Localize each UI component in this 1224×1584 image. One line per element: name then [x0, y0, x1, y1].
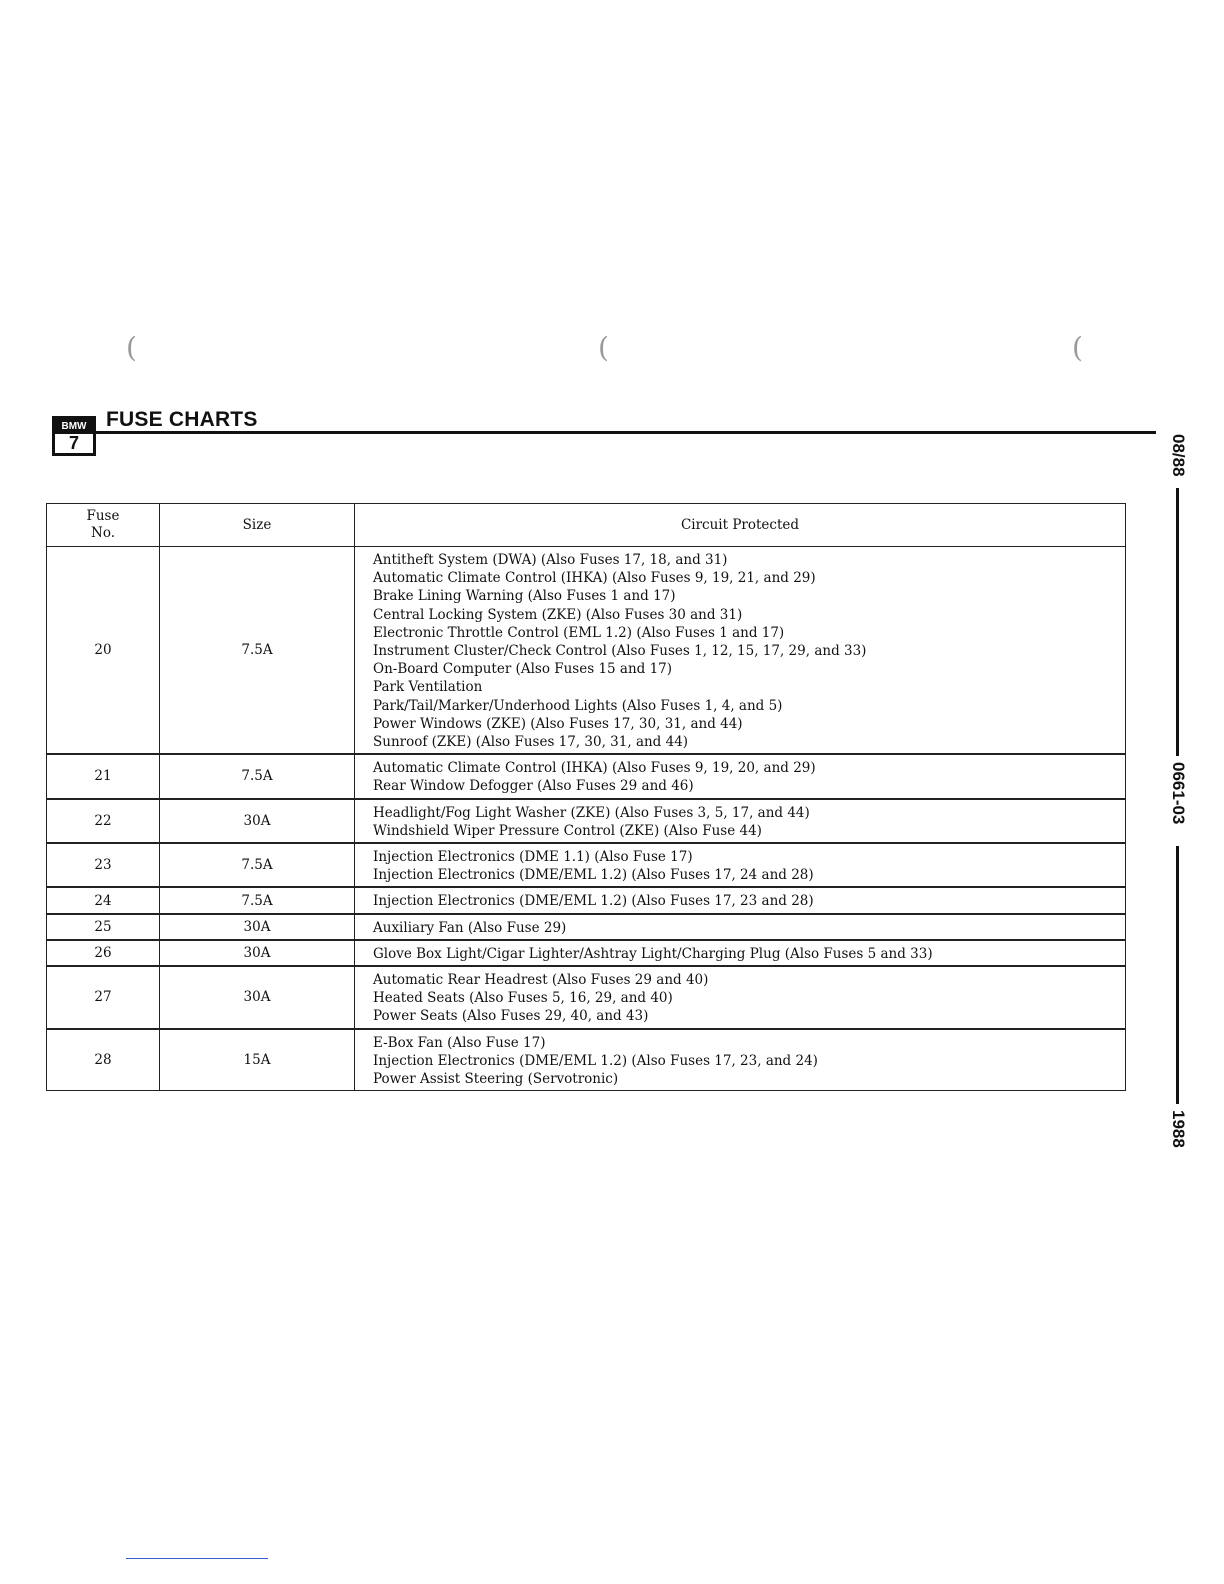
fuse-number-cell: 24 — [47, 887, 160, 913]
fuse-size-cell: 7.5A — [160, 843, 355, 887]
fuse-size-cell: 7.5A — [160, 887, 355, 913]
fuse-number-cell: 22 — [47, 799, 160, 843]
table-row — [47, 966, 1126, 1029]
circuit-line: Injection Electronics (DME/EML 1.2) (Also Fuses 17, 24 and 28) — [373, 867, 814, 884]
table-row — [47, 940, 1126, 966]
fuse-number-cell: 20 — [47, 547, 160, 755]
fuse-table-body — [47, 547, 1126, 1091]
fuse-size-cell: 30A — [160, 940, 355, 966]
circuit-protected-cell — [355, 799, 1126, 843]
fuse-size-cell: 7.5A — [160, 547, 355, 755]
fuse-number-cell: 23 — [47, 843, 160, 887]
circuit-line: Power Assist Steering (Servotronic) — [373, 1071, 619, 1088]
circuit-protected-cell — [355, 547, 1126, 755]
bottom-scan-line — [126, 1558, 268, 1559]
page-title: FUSE CHARTS — [106, 408, 258, 431]
table-row — [47, 887, 1126, 913]
circuit-line: Injection Electronics (DME 1.1) (Also Fuse 17) — [373, 849, 693, 866]
circuit-line: Injection Electronics (DME/EML 1.2) (Also Fuses 17, 23, and 24) — [373, 1052, 818, 1069]
table-header-row — [47, 504, 1126, 547]
scan-paren-right: ( — [1072, 331, 1083, 364]
bmw-7-logo — [52, 416, 96, 456]
table-row — [47, 843, 1126, 887]
circuit-protected-cell — [355, 940, 1126, 966]
circuit-protected-cell — [355, 966, 1126, 1029]
circuit-line: Glove Box Light/Cigar Lighter/Ashtray Light/Charging Plug (Also Fuses 5 and 33) — [373, 945, 933, 962]
circuit-line: Rear Window Defogger (Also Fuses 29 and 46) — [373, 778, 694, 795]
side-year-label: 1988 — [1169, 1110, 1188, 1148]
circuit-line: Power Seats (Also Fuses 29, 40, and 43) — [373, 1008, 649, 1025]
title-rule — [96, 431, 1156, 434]
circuit-protected-cell — [355, 754, 1126, 798]
circuit-line: Instrument Cluster/Check Control (Also Fuses 1, 12, 15, 17, 29, and 33) — [373, 643, 867, 660]
table-row — [47, 914, 1126, 940]
scan-paren-left: ( — [126, 331, 137, 364]
circuit-protected-cell — [355, 887, 1126, 913]
circuit-line: Park Ventilation — [373, 679, 483, 696]
side-date-label: 08/88 — [1169, 434, 1188, 477]
side-divider-lower — [1176, 846, 1179, 1104]
circuit-line: Antitheft System (DWA) (Also Fuses 17, 18, and 31) — [373, 552, 728, 568]
circuit-line: Auxiliary Fan (Also Fuse 29) — [373, 919, 567, 936]
circuit-line: Injection Electronics (DME/EML 1.2) (Also Fuses 17, 23 and 28) — [373, 893, 814, 910]
table-row — [47, 1029, 1126, 1091]
circuit-protected-cell — [355, 843, 1126, 887]
circuit-line: Brake Lining Warning (Also Fuses 1 and 17) — [373, 588, 676, 605]
fuse-number-cell: 21 — [47, 754, 160, 798]
fuse-number-cell: 27 — [47, 966, 160, 1029]
circuit-line: Heated Seats (Also Fuses 5, 16, 29, and 40) — [373, 990, 673, 1007]
table-row — [47, 754, 1126, 798]
circuit-line: Automatic Rear Headrest (Also Fuses 29 and 40) — [373, 972, 709, 989]
fuse-number-cell: 28 — [47, 1029, 160, 1091]
fuse-chart-table — [46, 503, 1126, 1091]
logo-brand-text: BMW — [55, 419, 93, 434]
fuse-size-cell: 30A — [160, 914, 355, 940]
header-fuse-no: Fuse No. — [47, 504, 160, 547]
side-code-label: 0661-03 — [1169, 762, 1188, 825]
circuit-protected-cell — [355, 914, 1126, 940]
circuit-line: Power Windows (ZKE) (Also Fuses 17, 30, 31, and 44) — [373, 715, 743, 732]
circuit-line: Electronic Throttle Control (EML 1.2) (Also Fuses 1 and 17) — [373, 624, 785, 641]
circuit-line: Automatic Climate Control (IHKA) (Also Fuses 9, 19, 20, and 29) — [373, 760, 816, 777]
fuse-size-cell: 15A — [160, 1029, 355, 1091]
table-row — [47, 799, 1126, 843]
circuit-line: On-Board Computer (Also Fuses 15 and 17) — [373, 661, 673, 678]
circuit-line: E-Box Fan (Also Fuse 17) — [373, 1034, 546, 1051]
circuit-line: Park/Tail/Marker/Underhood Lights (Also Fuses 1, 4, and 5) — [373, 697, 783, 714]
circuit-line: Windshield Wiper Pressure Control (ZKE) (Also Fuse 44) — [373, 822, 762, 839]
logo-series-number: 7 — [68, 433, 79, 453]
scan-paren-middle: ( — [598, 331, 609, 364]
circuit-line: Automatic Climate Control (IHKA) (Also Fuses 9, 19, 21, and 29) — [373, 570, 816, 587]
side-divider-upper — [1176, 488, 1179, 756]
circuit-line: Central Locking System (ZKE) (Also Fuses 30 and 31) — [373, 606, 743, 623]
header-size: Size — [160, 504, 355, 547]
circuit-line: Headlight/Fog Light Washer (ZKE) (Also Fuses 3, 5, 17, and 44) — [373, 804, 810, 821]
fuse-size-cell: 30A — [160, 966, 355, 1029]
fuse-size-cell: 30A — [160, 799, 355, 843]
table-row — [47, 547, 1126, 755]
fuse-size-cell: 7.5A — [160, 754, 355, 798]
circuit-protected-cell — [355, 1029, 1126, 1091]
fuse-number-cell: 25 — [47, 914, 160, 940]
circuit-line: Sunroof (ZKE) (Also Fuses 17, 30, 31, and 44) — [373, 734, 689, 751]
fuse-number-cell: 26 — [47, 940, 160, 966]
header-circuit-protected: Circuit Protected — [355, 504, 1126, 547]
